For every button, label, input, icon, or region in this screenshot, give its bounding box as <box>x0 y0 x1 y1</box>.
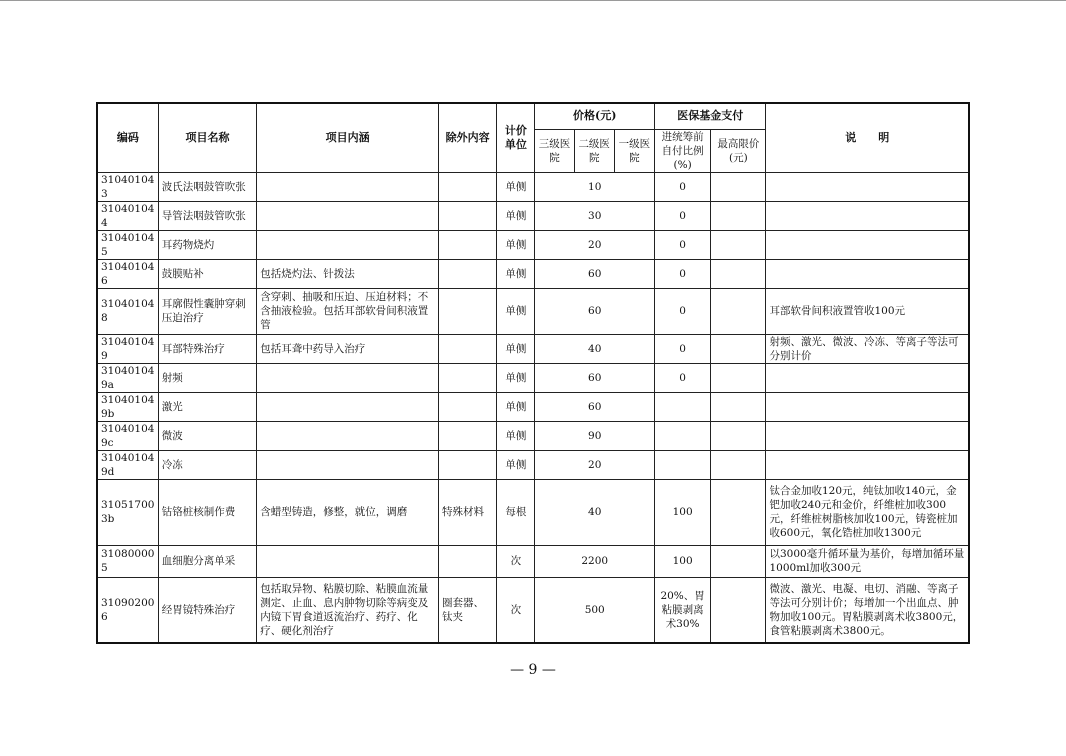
cell-note <box>766 172 969 201</box>
cell-name: 钴铬桩核制作费 <box>158 479 256 545</box>
table-row <box>97 201 969 230</box>
cell-max <box>711 334 766 363</box>
cell-ratio <box>654 450 710 479</box>
table-row <box>97 392 969 421</box>
cell-unit: 单侧 <box>497 450 535 479</box>
header-price-group: 价格(元) <box>535 103 655 129</box>
cell-unit: 单侧 <box>497 334 535 363</box>
table-row <box>97 230 969 259</box>
cell-code: 310401049c <box>97 421 158 450</box>
cell-code: 310401049 <box>97 334 158 363</box>
header-level2: 二级医院 <box>574 129 614 172</box>
cell-ratio: 0 <box>654 363 710 392</box>
cell-unit: 次 <box>497 577 535 643</box>
cell-code: 310401045 <box>97 230 158 259</box>
cell-content <box>257 392 439 421</box>
cell-ratio: 100 <box>654 479 710 545</box>
cell-unit: 单侧 <box>497 421 535 450</box>
cell-exclusion <box>439 288 497 334</box>
cell-ratio: 20%、胃粘膜剥离术30% <box>654 577 710 643</box>
fee-table <box>96 102 970 644</box>
header-exclusion: 除外内容 <box>439 103 497 172</box>
table-row <box>97 259 969 288</box>
cell-name: 射频 <box>158 363 256 392</box>
header-insurance-group: 医保基金支付 <box>654 103 766 129</box>
cell-name: 激光 <box>158 392 256 421</box>
cell-max <box>711 201 766 230</box>
cell-max <box>711 577 766 643</box>
cell-ratio <box>654 392 710 421</box>
table-row <box>97 479 969 545</box>
cell-note: 耳部软骨间积液置管收100元 <box>766 288 969 334</box>
cell-max <box>711 172 766 201</box>
top-rule <box>0 0 1066 1</box>
cell-content <box>257 230 439 259</box>
cell-note: 射频、激光、微波、冷冻、等离子等法可分别计价 <box>766 334 969 363</box>
cell-note: 微波、激光、电凝、电切、消融、等离子等法可分别计价；每增加一个出血点、肿物加收100元。胃粘膜剥离术收3800元，食管粘膜剥离术3800元。 <box>766 577 969 643</box>
cell-ratio: 0 <box>654 259 710 288</box>
cell-name: 耳廓假性囊肿穿刺压迫治疗 <box>158 288 256 334</box>
cell-note <box>766 201 969 230</box>
table-row <box>97 172 969 201</box>
cell-max <box>711 230 766 259</box>
cell-code: 310800005 <box>97 545 158 577</box>
cell-unit: 单侧 <box>497 288 535 334</box>
cell-price: 60 <box>535 259 655 288</box>
cell-max <box>711 450 766 479</box>
header-level3: 三级医院 <box>535 129 574 172</box>
cell-unit: 单侧 <box>497 259 535 288</box>
cell-exclusion <box>439 392 497 421</box>
cell-name: 微波 <box>158 421 256 450</box>
cell-exclusion <box>439 259 497 288</box>
table-row <box>97 545 969 577</box>
cell-unit: 每根 <box>497 479 535 545</box>
cell-name: 鼓膜贴补 <box>158 259 256 288</box>
cell-name: 经胃镜特殊治疗 <box>158 577 256 643</box>
cell-price: 30 <box>535 201 655 230</box>
header-level1: 一级医院 <box>614 129 654 172</box>
cell-price: 40 <box>535 479 655 545</box>
cell-exclusion <box>439 421 497 450</box>
header-self-pay-ratio: 进统筹前自付比例(%) <box>654 129 710 172</box>
header-note: 说 明 <box>766 103 969 172</box>
cell-exclusion <box>439 545 497 577</box>
cell-exclusion <box>439 230 497 259</box>
cell-code: 310401049b <box>97 392 158 421</box>
cell-ratio: 0 <box>654 172 710 201</box>
cell-code: 310401049a <box>97 363 158 392</box>
cell-unit: 单侧 <box>497 172 535 201</box>
cell-note <box>766 392 969 421</box>
cell-exclusion <box>439 201 497 230</box>
cell-name: 耳药物烧灼 <box>158 230 256 259</box>
cell-content <box>257 450 439 479</box>
cell-ratio <box>654 421 710 450</box>
cell-max <box>711 545 766 577</box>
cell-name: 冷冻 <box>158 450 256 479</box>
cell-ratio: 100 <box>654 545 710 577</box>
cell-price: 60 <box>535 392 655 421</box>
cell-unit: 单侧 <box>497 230 535 259</box>
cell-max <box>711 288 766 334</box>
cell-ratio: 0 <box>654 288 710 334</box>
table-row <box>97 334 969 363</box>
header-name: 项目名称 <box>158 103 256 172</box>
cell-note <box>766 363 969 392</box>
cell-content: 包括取异物、粘膜切除、粘膜血流量测定、止血、息内肿物切除等病变及内镜下胃食道返流治疗、药疗、化疗、硬化剂治疗 <box>257 577 439 643</box>
cell-code: 310401048 <box>97 288 158 334</box>
cell-content <box>257 201 439 230</box>
cell-note <box>766 450 969 479</box>
cell-max <box>711 259 766 288</box>
cell-unit: 单侧 <box>497 363 535 392</box>
header-content: 项目内涵 <box>257 103 439 172</box>
cell-max <box>711 479 766 545</box>
cell-content: 包括耳聋中药导入治疗 <box>257 334 439 363</box>
cell-code: 310401049d <box>97 450 158 479</box>
cell-content: 含蜡型铸造，修整，就位，调磨 <box>257 479 439 545</box>
cell-price: 90 <box>535 421 655 450</box>
cell-price: 10 <box>535 172 655 201</box>
header-code: 编码 <box>97 103 158 172</box>
cell-note <box>766 259 969 288</box>
cell-max <box>711 421 766 450</box>
table-row <box>97 421 969 450</box>
cell-name: 波氏法咽鼓管吹张 <box>158 172 256 201</box>
cell-price: 40 <box>535 334 655 363</box>
cell-content <box>257 172 439 201</box>
cell-note <box>766 421 969 450</box>
table-row <box>97 363 969 392</box>
cell-price: 20 <box>535 230 655 259</box>
cell-exclusion <box>439 450 497 479</box>
cell-code: 310517003b <box>97 479 158 545</box>
cell-unit: 次 <box>497 545 535 577</box>
cell-exclusion: 特殊材料 <box>439 479 497 545</box>
cell-ratio: 0 <box>654 334 710 363</box>
cell-price: 20 <box>535 450 655 479</box>
cell-unit: 单侧 <box>497 201 535 230</box>
cell-name: 血细胞分离单采 <box>158 545 256 577</box>
cell-exclusion <box>439 172 497 201</box>
cell-name: 导管法咽鼓管吹张 <box>158 201 256 230</box>
cell-price: 60 <box>535 363 655 392</box>
table-row <box>97 577 969 643</box>
header-unit: 计价单位 <box>497 103 535 172</box>
cell-price: 60 <box>535 288 655 334</box>
table-row <box>97 450 969 479</box>
cell-note <box>766 230 969 259</box>
header-max-price: 最高限价(元) <box>711 129 766 172</box>
cell-exclusion: 圈套器、钛夹 <box>439 577 497 643</box>
page-number: — 9 — <box>510 662 556 678</box>
cell-name: 耳部特殊治疗 <box>158 334 256 363</box>
cell-content: 包括烧灼法、针拨法 <box>257 259 439 288</box>
cell-price: 2200 <box>535 545 655 577</box>
cell-code: 310401043 <box>97 172 158 201</box>
cell-exclusion <box>439 334 497 363</box>
cell-max <box>711 392 766 421</box>
cell-note: 钛合金加收120元，纯钛加收140元，金钯加收240元和金价，纤维桩加收300元，纤维桩树脂核加收100元，铸瓷桩加收600元，氧化锆桩加收1300元 <box>766 479 969 545</box>
cell-ratio: 0 <box>654 230 710 259</box>
header-row-1 <box>97 103 969 129</box>
cell-max <box>711 363 766 392</box>
cell-content <box>257 363 439 392</box>
cell-price: 500 <box>535 577 655 643</box>
cell-code: 310902006 <box>97 577 158 643</box>
cell-exclusion <box>439 363 497 392</box>
cell-content <box>257 421 439 450</box>
cell-content <box>257 545 439 577</box>
cell-content: 含穿刺、抽吸和压迫、压迫材料；不含抽液检验。包括耳部软骨间积液置管 <box>257 288 439 334</box>
table-row <box>97 288 969 334</box>
cell-unit: 单侧 <box>497 392 535 421</box>
cell-note: 以3000毫升循环量为基价，每增加循环量1000ml加收300元 <box>766 545 969 577</box>
cell-ratio: 0 <box>654 201 710 230</box>
cell-code: 310401044 <box>97 201 158 230</box>
cell-code: 310401046 <box>97 259 158 288</box>
